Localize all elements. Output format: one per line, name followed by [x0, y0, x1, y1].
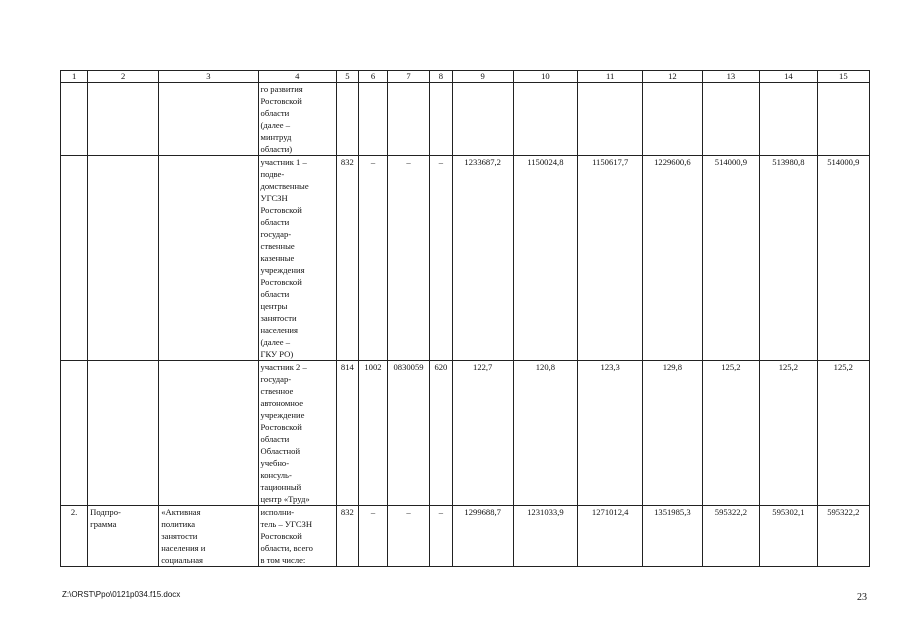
column-header: 7 [388, 71, 430, 83]
row-number-cell [61, 83, 88, 156]
value-cell: – [388, 506, 430, 567]
value-cell: 122,7 [452, 361, 513, 506]
value-cell: 1299688,7 [452, 506, 513, 567]
value-cell: 0830059 [388, 361, 430, 506]
value-cell [429, 83, 452, 156]
value-cell: 595322,2 [817, 506, 869, 567]
column-header: 15 [817, 71, 869, 83]
value-cell [702, 83, 759, 156]
status-cell [88, 156, 159, 361]
status-cell: Подпро- грамма [88, 506, 159, 567]
value-cell: 1150024,8 [513, 156, 578, 361]
value-cell [452, 83, 513, 156]
column-header: 4 [258, 71, 336, 83]
value-cell: 513980,8 [760, 156, 817, 361]
value-cell [643, 83, 703, 156]
value-cell [578, 83, 643, 156]
column-header: 5 [336, 71, 358, 83]
value-cell [336, 83, 358, 156]
column-header: 11 [578, 71, 643, 83]
column-header: 2 [88, 71, 159, 83]
program-name-cell [159, 83, 258, 156]
budget-table [60, 70, 870, 567]
program-name-cell [159, 361, 258, 506]
value-cell: 620 [429, 361, 452, 506]
value-cell: – [429, 506, 452, 567]
page-number: 23 [857, 592, 867, 603]
value-cell [388, 83, 430, 156]
column-header: 8 [429, 71, 452, 83]
program-name-cell: «Активная политика занятости населения и социальная [159, 506, 258, 567]
value-cell: 514000,9 [817, 156, 869, 361]
value-cell: – [388, 156, 430, 361]
column-header: 12 [643, 71, 703, 83]
value-cell: 1233687,2 [452, 156, 513, 361]
status-cell [88, 83, 159, 156]
table-row [61, 506, 870, 567]
status-cell [88, 361, 159, 506]
value-cell: 832 [336, 156, 358, 361]
value-cell [358, 83, 387, 156]
value-cell: 595302,1 [760, 506, 817, 567]
table-row [61, 361, 870, 506]
table-row [61, 83, 870, 156]
executor-cell: участник 1 – подве- домственные УГСЗН Ростовской области государ- ственные казенные учреждения Ростовской области центры занятости населения (далее – ГКУ РО) [258, 156, 336, 361]
executor-cell: го развития Ростовской области (далее – минтруд области) [258, 83, 336, 156]
executor-cell: исполни- тель – УГСЗН Ростовской области, всего в том числе: [258, 506, 336, 567]
column-header: 13 [702, 71, 759, 83]
value-cell: – [358, 156, 387, 361]
row-number-cell [61, 361, 88, 506]
value-cell: 123,3 [578, 361, 643, 506]
program-name-cell [159, 156, 258, 361]
value-cell: 1229600,6 [643, 156, 703, 361]
value-cell: 1002 [358, 361, 387, 506]
row-number-cell: 2. [61, 506, 88, 567]
value-cell: – [429, 156, 452, 361]
value-cell [817, 83, 869, 156]
value-cell [513, 83, 578, 156]
column-header: 10 [513, 71, 578, 83]
value-cell [760, 83, 817, 156]
column-header: 1 [61, 71, 88, 83]
value-cell: – [358, 506, 387, 567]
value-cell: 125,2 [760, 361, 817, 506]
value-cell: 514000,9 [702, 156, 759, 361]
value-cell: 129,8 [643, 361, 703, 506]
value-cell: 1231033,9 [513, 506, 578, 567]
value-cell: 1150617,7 [578, 156, 643, 361]
value-cell: 595322,2 [702, 506, 759, 567]
column-header: 9 [452, 71, 513, 83]
file-path: Z:\ORST\Ppo\0121p034.f15.docx [62, 590, 181, 599]
value-cell: 125,2 [817, 361, 869, 506]
column-header: 3 [159, 71, 258, 83]
column-header: 14 [760, 71, 817, 83]
value-cell: 1271012,4 [578, 506, 643, 567]
table-row [61, 156, 870, 361]
value-cell: 125,2 [702, 361, 759, 506]
value-cell: 1351985,3 [643, 506, 703, 567]
executor-cell: участник 2 – государ- ственное автономное учреждение Ростовской области Областной учебно- консуль- тационный центр «Труд» [258, 361, 336, 506]
value-cell: 832 [336, 506, 358, 567]
column-header: 6 [358, 71, 387, 83]
value-cell: 120,8 [513, 361, 578, 506]
header-row [61, 71, 870, 83]
row-number-cell [61, 156, 88, 361]
value-cell: 814 [336, 361, 358, 506]
